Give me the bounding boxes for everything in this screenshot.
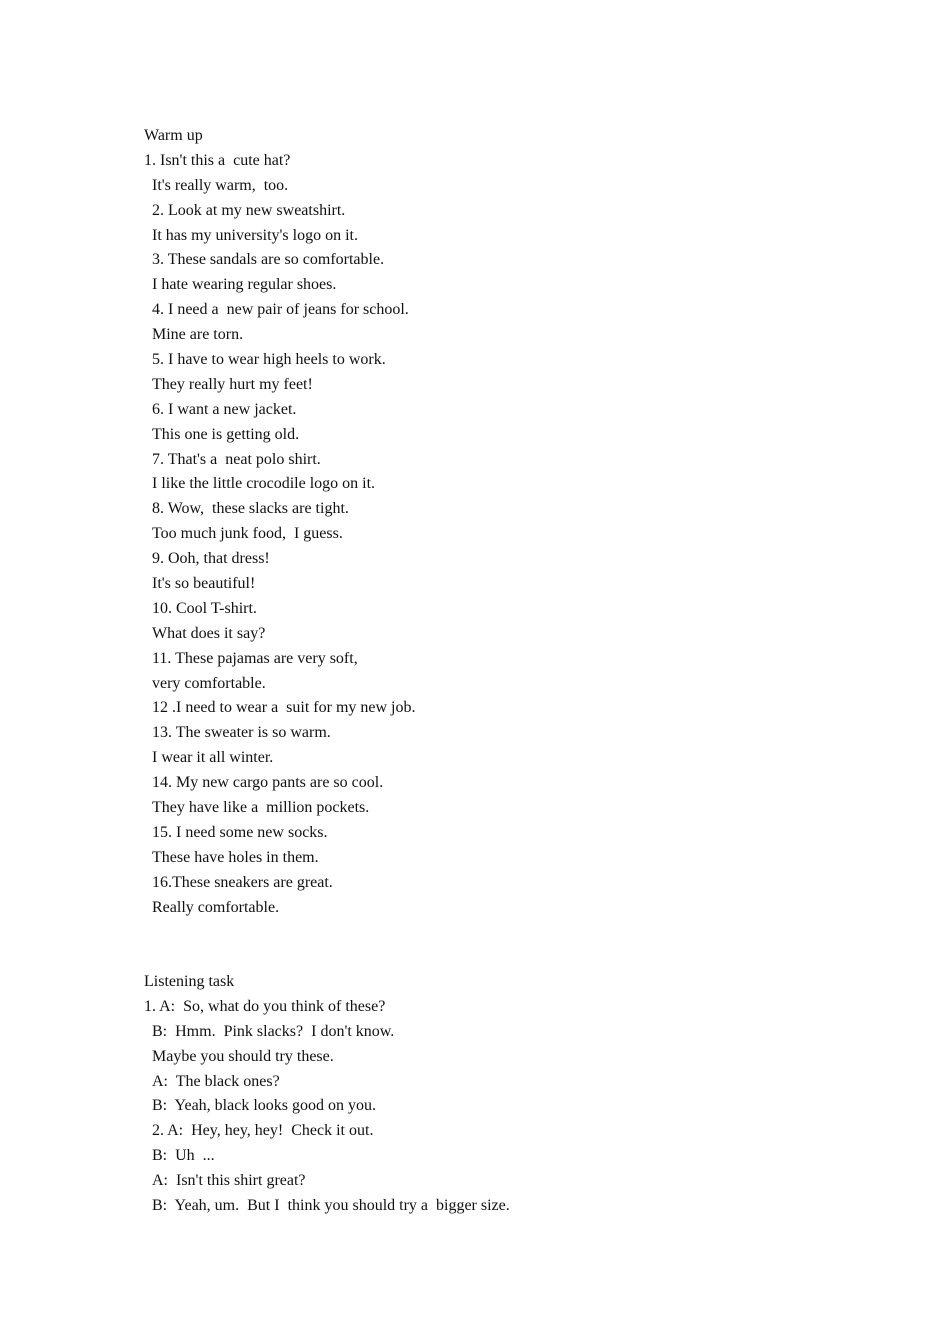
text-line: I like the little crocodile logo on it.: [152, 475, 376, 493]
text-line: 5. I have to wear high heels to work.: [152, 351, 386, 369]
text-line: 1. Isn't this a cute hat?: [144, 151, 291, 169]
text-line: A: The black ones?: [152, 1072, 280, 1090]
text-line: A: Isn't this shirt great?: [152, 1172, 306, 1190]
text-line: Too much junk food, I guess.: [152, 525, 343, 543]
text-line: These have holes in them.: [152, 848, 319, 866]
text-line: B: Yeah, um. But I think you should try a bigger size.: [152, 1197, 510, 1215]
warm-up-section: [144, 124, 844, 921]
text-line: What does it say?: [152, 624, 266, 642]
section-heading: Warm up: [144, 127, 203, 144]
text-line: 2. A: Hey, hey, hey! Check it out.: [152, 1122, 374, 1140]
text-line: Maybe you should try these.: [152, 1047, 334, 1065]
text-line: 3. These sandals are so comfortable.: [152, 251, 385, 269]
text-line: They really hurt my feet!: [152, 375, 313, 393]
text-line: Really comfortable.: [152, 898, 280, 916]
text-line: This one is getting old.: [152, 425, 300, 443]
text-line: 2. Look at my new sweatshirt.: [152, 201, 346, 219]
text-line: 6. I want a new jacket.: [152, 400, 297, 418]
text-line: 8. Wow, these slacks are tight.: [152, 500, 349, 518]
text-line: B: Uh ...: [152, 1147, 215, 1165]
section-heading: Listening task: [144, 973, 235, 990]
text-line: B: Hmm. Pink slacks? I don't know.: [152, 1022, 395, 1040]
text-line: Mine are torn.: [152, 326, 244, 344]
text-line: 15. I need some new socks.: [152, 823, 328, 841]
text-line: I hate wearing regular shoes.: [152, 276, 337, 294]
text-line: 16.These sneakers are great.: [152, 873, 333, 891]
text-line: 4. I need a new pair of jeans for school.: [152, 301, 409, 319]
text-line: 14. My new cargo pants are so cool.: [152, 774, 384, 792]
text-line: It's really warm, too.: [152, 176, 289, 194]
text-line: It has my university's logo on it.: [152, 226, 358, 244]
text-line: It's so beautiful!: [152, 575, 256, 593]
text-line: B: Yeah, black looks good on you.: [152, 1097, 376, 1115]
text-line: 11. These pajamas are very soft,: [152, 649, 358, 667]
text-line: 7. That's a neat polo shirt.: [152, 450, 321, 468]
text-line: I wear it all winter.: [152, 749, 274, 767]
text-line: 9. Ooh, that dress!: [152, 550, 270, 568]
text-line: very comfortable.: [152, 674, 266, 692]
text-line: They have like a million pockets.: [152, 799, 370, 817]
text-line: 13. The sweater is so warm.: [152, 724, 331, 742]
text-line: 12 .I need to wear a suit for my new job.: [152, 699, 416, 717]
text-line: 10. Cool T-shirt.: [152, 599, 257, 617]
listening-task-section: [144, 970, 844, 1219]
text-line: 1. A: So, what do you think of these?: [144, 997, 386, 1015]
